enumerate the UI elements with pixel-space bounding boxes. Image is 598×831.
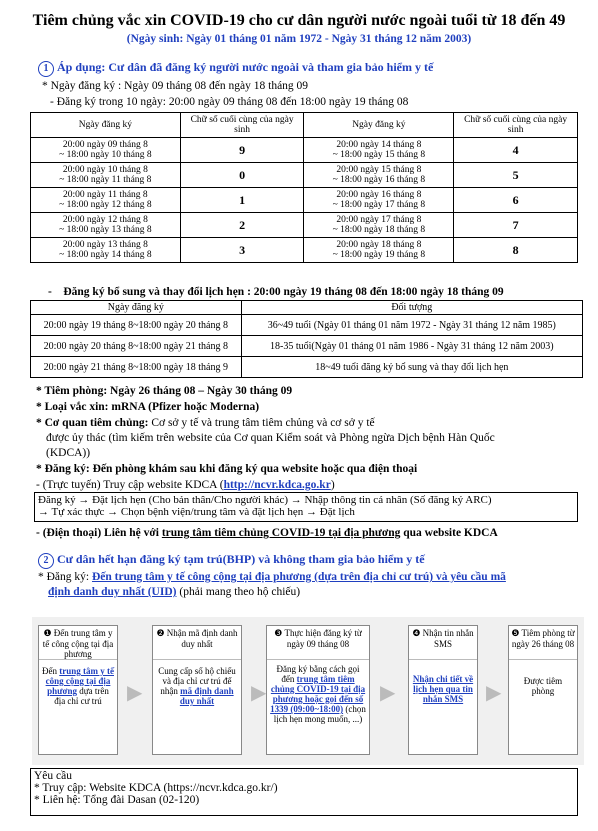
register-text: Đến phòng khám sau khi đăng ký qua website hoặc qua điện thoại <box>89 463 418 475</box>
cell-text: 3 <box>239 242 246 257</box>
extra-registration-heading-text: Đăng ký bổ sung và thay đổi lịch hẹn : 20:00 ngày 19 tháng 08 đến 18:00 ngày 18 tháng 09 <box>63 286 504 298</box>
process-step-3 <box>266 625 370 755</box>
page-title: Tiêm chủng vắc xin COVID-19 cho cư dân người nước ngoài tuổi từ 18 đến 49 <box>32 12 566 29</box>
table-row <box>31 336 583 357</box>
table-header-row <box>31 113 578 138</box>
step-2-heading: ❷ Nhận mã định danh duy nhất <box>153 626 241 660</box>
cell-text: 20:00 ngày 12 tháng 8 <box>62 215 148 225</box>
table-row <box>31 213 578 238</box>
cell-text: 2 <box>239 217 246 232</box>
table-cell <box>454 238 578 263</box>
table-cell <box>304 213 454 238</box>
section2-register-suffix: (phải mang theo hộ chiếu) <box>176 586 301 598</box>
online-prefix: - (Trực tuyến) Truy cập website KDCA ( <box>36 479 224 491</box>
table-cell: 20:00 ngày 21 tháng 8~18:00 ngày 18 tháng 9 <box>31 357 242 378</box>
register-label: * Đăng ký: <box>36 463 90 475</box>
table-header: Chữ số cuối cùng của ngày sinh <box>454 113 578 138</box>
online-line <box>36 479 335 491</box>
table-cell <box>304 238 454 263</box>
step-5-body: Được tiêm phòng <box>523 676 563 696</box>
step-2-body: Cung cấp số hộ chiếu và địa chỉ cư trú để nhận mã định danh duy nhất <box>158 666 236 706</box>
vaccination-period: * Tiêm phòng: Ngày 26 tháng 08 – Ngày 30 tháng 09 <box>36 385 293 397</box>
table-cell <box>180 213 304 238</box>
step-5-heading: ❺ Tiêm phòng từ ngày 26 tháng 08 <box>509 626 577 660</box>
step-1-body: Đến trung tâm y tế công cộng tại địa phương dựa trên địa chỉ cư trú <box>42 666 114 706</box>
table-header: Ngày đăng ký <box>31 301 242 315</box>
section2-heading <box>38 552 425 569</box>
process-step-2 <box>152 625 242 755</box>
process-step-5 <box>508 625 578 755</box>
page-subtitle: (Ngày sinh: Ngày 01 tháng 01 năm 1972 - Ngày 31 tháng 12 năm 2003) <box>126 33 472 45</box>
step-4-link[interactable]: Nhận chi tiết về lịch hẹn qua tin nhắn SMS <box>412 674 474 704</box>
table-row <box>31 238 578 263</box>
cell-text: ~ 18:00 ngày 19 tháng 8 <box>332 250 426 260</box>
section2-register-line-2 <box>48 586 300 598</box>
schedule-table <box>30 112 578 263</box>
cell-text: ~ 18:00 ngày 11 tháng 8 <box>59 175 152 185</box>
cell-text: 8 <box>512 242 519 257</box>
cell-text: ~ 18:00 ngày 14 tháng 8 <box>59 250 152 260</box>
table-cell <box>454 163 578 188</box>
table-row <box>31 138 578 163</box>
cell-text: 20:00 ngày 16 tháng 8 <box>336 190 422 200</box>
register-line <box>36 463 417 475</box>
contact-heading: Yêu cầu <box>34 770 72 782</box>
table-cell <box>454 138 578 163</box>
table-cell <box>31 213 181 238</box>
cell-text: 20:00 ngày 14 tháng 8 <box>336 140 422 150</box>
table-cell <box>304 163 454 188</box>
cell-text: 7 <box>512 217 519 232</box>
table-cell <box>31 188 181 213</box>
phone-line <box>36 527 498 539</box>
process-step-1 <box>38 625 118 755</box>
section2-register-line-1 <box>38 571 506 583</box>
cell-text: 6 <box>512 192 519 207</box>
phone-suffix: qua website KDCA <box>400 527 498 539</box>
registration-date: * Ngày đăng ký : Ngày 09 tháng 08 đến ngày 18 tháng 09 <box>42 80 309 92</box>
table-cell <box>180 163 304 188</box>
cell-text: 0 <box>239 167 246 182</box>
cell-text: ~ 18:00 ngày 17 tháng 8 <box>332 200 426 210</box>
online-steps-line-2: → Tự xác thực → Chọn bệnh viện/trung tâm và đặt lịch hẹn → Đặt lịch <box>38 506 355 518</box>
cell-text: ~ 18:00 ngày 16 tháng 8 <box>332 175 426 185</box>
table-cell <box>454 213 578 238</box>
cell-text: ~ 18:00 ngày 13 tháng 8 <box>59 225 152 235</box>
cell-text: ~ 18:00 ngày 10 tháng 8 <box>59 150 152 160</box>
phone-prefix: - (Điện thoại) Liên hệ với <box>36 527 162 539</box>
section1-heading <box>38 60 433 77</box>
agency-line-3: (KDCA)) <box>46 447 91 459</box>
table-row <box>31 163 578 188</box>
table-cell: 20:00 ngày 19 tháng 8~18:00 ngày 20 tháng 8 <box>31 315 242 336</box>
local-vaccination-center-link[interactable]: trung tâm tiêm chủng COVID-19 tại địa phương <box>161 527 401 539</box>
online-suffix: ) <box>330 479 335 491</box>
contact-box <box>30 768 578 816</box>
section1-heading-text: Áp dụng: Cư dân đã đăng ký người nước ngoài và tham gia bảo hiểm y tế <box>57 60 434 74</box>
step-2-link[interactable]: mã định danh duy nhất <box>179 686 234 706</box>
table-row <box>31 188 578 213</box>
cell-text: 20:00 ngày 10 tháng 8 <box>62 165 148 175</box>
cell-text: ~ 18:00 ngày 12 tháng 8 <box>59 200 152 210</box>
agency-label: * Cơ quan tiêm chủng: <box>36 417 149 429</box>
cell-text: ~ 18:00 ngày 18 tháng 8 <box>332 225 426 235</box>
step-1-heading: ❶ Đến trung tâm y tế công cộng tại địa phương <box>39 626 117 660</box>
arrow-right-icon: ▶ <box>380 682 396 704</box>
arrow-right-icon: ▶ <box>127 682 143 704</box>
cell-text: 20:00 ngày 15 tháng 8 <box>336 165 422 175</box>
vaccine-type: * Loại vắc xin: mRNA (Pfizer hoặc Moderna) <box>36 401 260 413</box>
step-4-heading: ❹ Nhận tin nhắn SMS <box>409 626 477 660</box>
process-step-4 <box>408 625 478 755</box>
section-number-1: 1 <box>38 61 54 77</box>
table-cell: 36~49 tuổi (Ngày 01 tháng 01 năm 1972 - Ngày 31 tháng 12 năm 1985) <box>241 315 582 336</box>
table-cell <box>31 138 181 163</box>
cell-text: 5 <box>512 167 519 182</box>
table-cell <box>180 238 304 263</box>
table-cell: 18~49 tuổi đăng ký bổ sung và thay đổi lịch hẹn <box>241 357 582 378</box>
cell-text: 20:00 ngày 13 tháng 8 <box>62 240 148 250</box>
cell-text: 9 <box>239 142 246 157</box>
table-header: Đối tượng <box>241 301 582 315</box>
cell-text: 4 <box>512 142 519 157</box>
step-3-heading: ❸ Thực hiện đăng ký từ ngày 09 tháng 08 <box>267 626 369 660</box>
step-3-body: Đăng ký bằng cách gọi đến trung tâm tiêm chủng COVID-19 tại địa phương hoặc gọi đến số 1339 (09:00~18:00) (chọn lịch hẹn mong muốn, ...) <box>270 664 366 724</box>
cell-text: 20:00 ngày 18 tháng 8 <box>336 240 422 250</box>
kdca-website-link[interactable]: http://ncvr.kdca.go.kr <box>223 479 331 491</box>
agency-line-1 <box>36 417 375 429</box>
section2-heading-text: Cư dân hết hạn đăng ký tạm trú(BHP) và không tham gia bảo hiểm y tế <box>57 552 425 566</box>
table-header: Chữ số cuối cùng của ngày sinh <box>180 113 304 138</box>
online-steps-box <box>34 492 578 522</box>
agency-line-2: được ủy thác (tìm kiếm trên website của Cơ quan Kiểm soát và Phòng ngừa Dịch bệnh Hàn Quốc <box>46 432 495 444</box>
table-cell: 18-35 tuổi(Ngày 01 tháng 01 năm 1986 - Ngày 31 tháng 12 năm 2003) <box>241 336 582 357</box>
step-4-body <box>409 660 477 710</box>
step-3-link[interactable]: trung tâm tiêm chủng COVID-19 tại địa phương hoặc gọi đến số 1339 (09:00~18:00) <box>270 674 366 714</box>
arrow-right-icon: ▶ <box>486 682 502 704</box>
table-cell <box>180 188 304 213</box>
extra-table <box>30 300 583 378</box>
contact-access: * Truy cập: Website KDCA (https://ncvr.kdca.go.kr/) <box>34 782 278 794</box>
arrow-right-icon: ▶ <box>251 682 267 704</box>
cell-text: 20:00 ngày 11 tháng 8 <box>63 190 148 200</box>
table-row <box>31 357 583 378</box>
registration-window: - Đăng ký trong 10 ngày: 20:00 ngày 09 tháng 08 đến 18:00 ngày 19 tháng 08 <box>50 96 409 108</box>
contact-phone: * Liên hệ: Tổng đài Dasan (02-120) <box>34 794 200 806</box>
table-cell <box>304 138 454 163</box>
cell-text: ~ 18:00 ngày 15 tháng 8 <box>332 150 426 160</box>
table-header: Ngày đăng ký <box>304 113 454 138</box>
table-cell <box>31 238 181 263</box>
section2-register-label: * Đăng ký: <box>38 571 92 583</box>
cell-text: 20:00 ngày 17 tháng 8 <box>336 215 422 225</box>
table-header-row <box>31 301 583 315</box>
table-header: Ngày đăng ký <box>31 113 181 138</box>
uid-link[interactable]: định danh duy nhất (UID) <box>48 586 177 598</box>
agency-text: Cơ sở y tế và trung tâm tiêm chủng và cơ sở y tế <box>148 417 375 429</box>
table-cell <box>180 138 304 163</box>
public-health-center-link[interactable]: Đến trung tâm y tế công cộng tại địa phương (dựa trên địa chỉ cư trú) và yêu cầu mã <box>91 571 506 583</box>
table-cell <box>454 188 578 213</box>
extra-registration-heading: - Đăng ký bổ sung và thay đổi lịch hẹn : 20:00 ngày 19 tháng 08 đến 18:00 ngày 18 tháng 09 <box>48 286 504 298</box>
cell-text: 1 <box>239 192 246 207</box>
online-steps-line-1: Đăng ký → Đặt lịch hẹn (Cho bản thân/Cho người khác) → Nhập thông tin cá nhân (Số đăng ký ARC) <box>38 494 492 506</box>
step-1-link[interactable]: trung tâm y tế công cộng tại địa phương <box>45 666 114 696</box>
table-cell <box>304 188 454 213</box>
table-cell <box>31 163 181 188</box>
cell-text: 20:00 ngày 09 tháng 8 <box>62 140 148 150</box>
section-number-2: 2 <box>38 553 54 569</box>
table-row <box>31 315 583 336</box>
table-cell: 20:00 ngày 20 tháng 8~18:00 ngày 21 tháng 8 <box>31 336 242 357</box>
